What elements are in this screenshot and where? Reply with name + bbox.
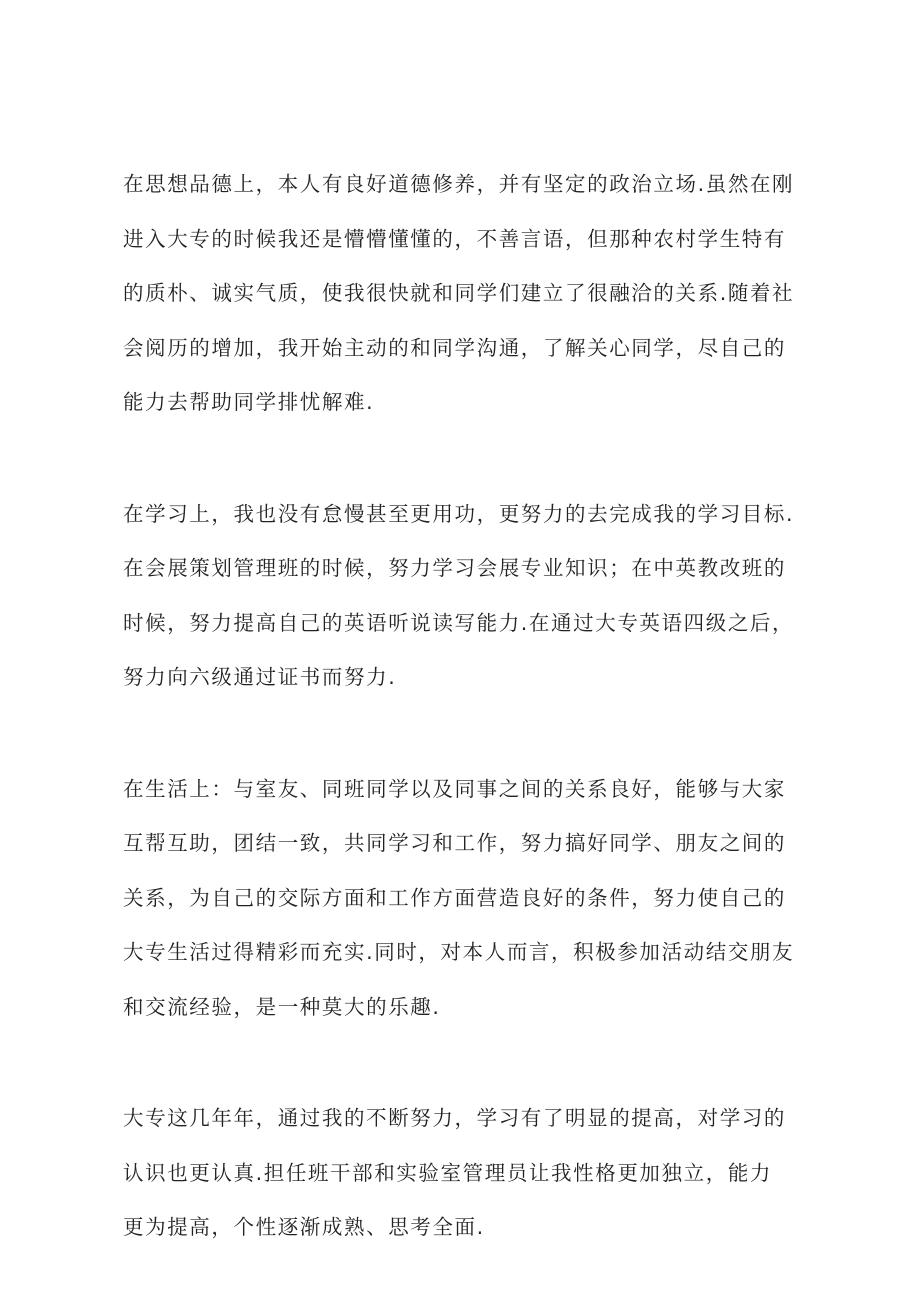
text-line: 时候，努力提高自己的英语听说读写能力.在通过大专英语四级之后， xyxy=(123,610,795,635)
text-line: 在思想品德上，本人有良好道德修养，并有坚定的政治立场.虽然在刚 xyxy=(123,172,795,196)
text-line: 能力去帮助同学排忧解难. xyxy=(123,390,375,414)
text-line: 在学习上，我也没有怠慢甚至更用功，更努力的去完成我的学习目标. xyxy=(123,501,795,526)
text-line: 的质朴、诚实气质，使我很快就和同学们建立了很融洽的关系.随着社 xyxy=(123,281,795,305)
text-line: 大专生活过得精彩而充实.同时，对本人而言，积极参加活动结交朋友 xyxy=(123,940,795,964)
text-line: 和交流经验，是一种莫大的乐趣. xyxy=(123,994,441,1019)
document-body xyxy=(123,157,813,1312)
text-line: 大专这几年年，通过我的不断努力，学习有了明显的提高，对学习的 xyxy=(123,1106,786,1130)
paragraph-study xyxy=(123,487,813,705)
text-line: 认识也更认真.担任班干部和实验室管理员让我性格更加独立，能力 xyxy=(123,1160,773,1185)
text-line: 努力向六级通过证书而努力. xyxy=(123,665,397,689)
text-line: 进入大专的时候我还是懵懵懂懂的，不善言语，但那种农村学生特有 xyxy=(123,226,786,251)
paragraph-life xyxy=(123,762,813,1035)
text-line: 关系，为自己的交际方面和工作方面营造良好的条件，努力使自己的 xyxy=(123,885,786,910)
text-line: 互帮互助，团结一致，共同学习和工作，努力搞好同学、朋友之间的 xyxy=(123,831,786,855)
text-line: 在会展策划管理班的时候，努力学习会展专业知识；在中英教改班的 xyxy=(123,556,786,580)
paragraph-summary xyxy=(123,1091,813,1255)
paragraph-moral xyxy=(123,157,813,430)
text-line: 会阅历的增加，我开始主动的和同学沟通，了解关心同学，尽自己的 xyxy=(123,335,786,360)
text-line: 在生活上：与室友、同班同学以及同事之间的关系良好，能够与大家 xyxy=(123,776,786,801)
text-line: 更为提高，个性逐渐成熟、思考全面. xyxy=(123,1215,485,1239)
